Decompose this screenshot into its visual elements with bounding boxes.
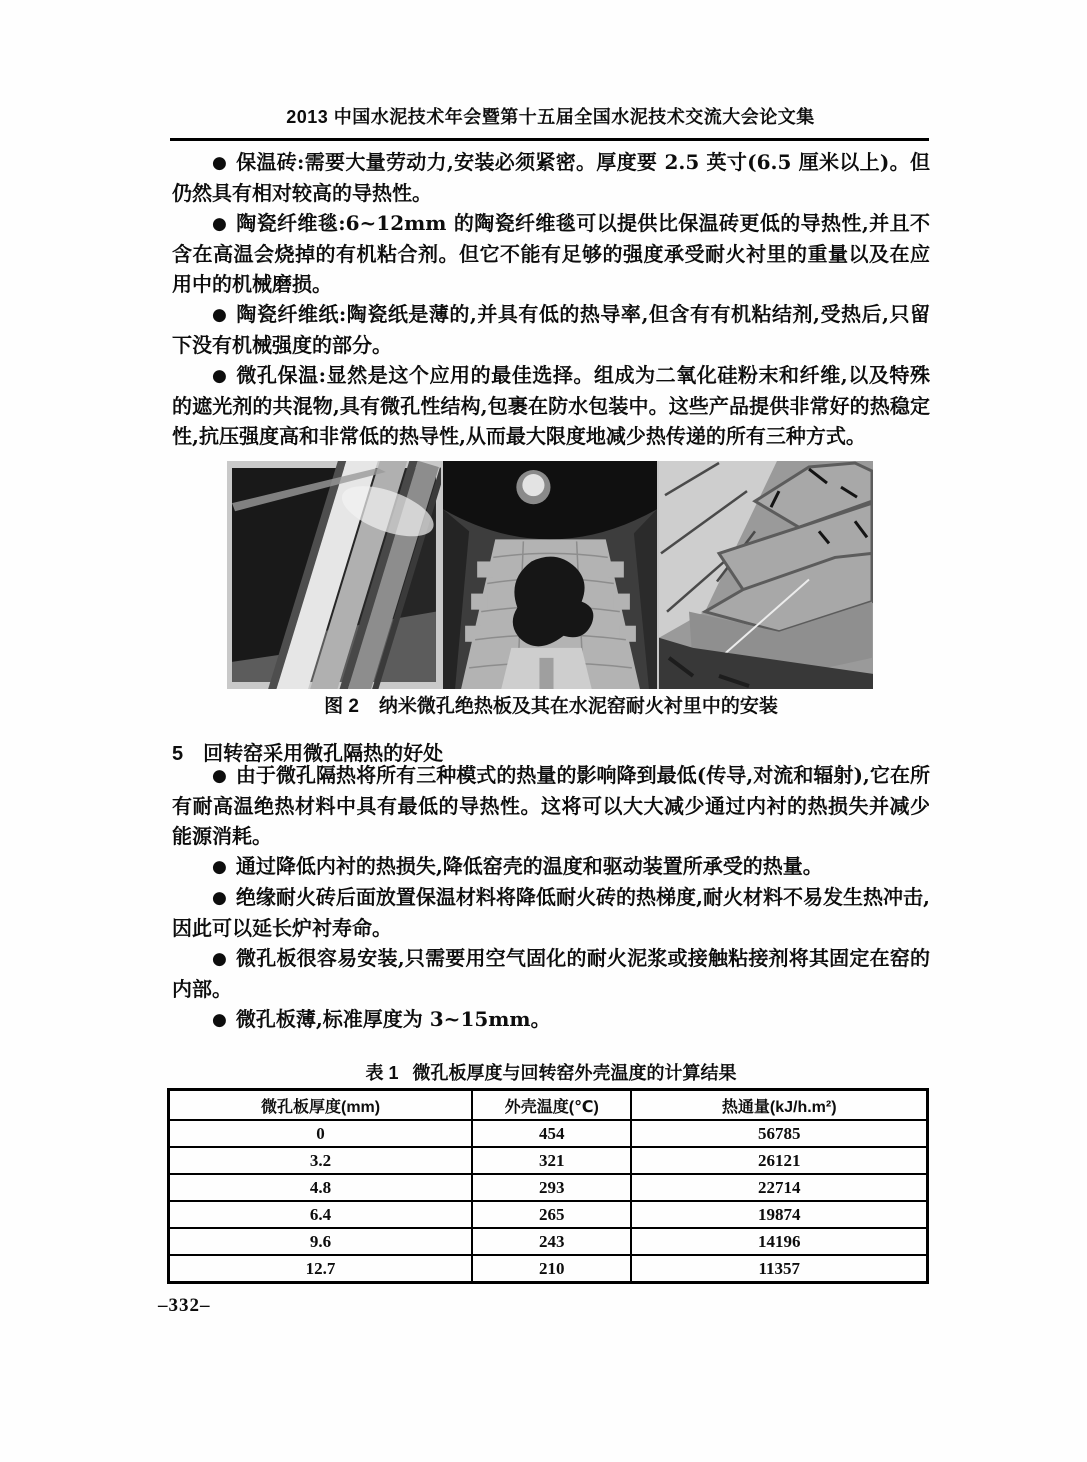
table-title-label: 表 1	[365, 1063, 399, 1083]
header-rule	[170, 138, 929, 141]
cell-thickness: 12.7	[169, 1255, 473, 1283]
table-row	[169, 1228, 928, 1255]
figure-caption	[172, 691, 930, 718]
bullet-icon: ●	[212, 888, 227, 908]
col-header-shell-temperature: 外壳温度(℃)	[472, 1090, 631, 1121]
figure-caption-text: 纳米微孔绝热板及其在水泥窑耐火衬里中的安装	[378, 696, 778, 717]
bullet-paragraph	[172, 882, 930, 943]
photo-kiln-interior-installation	[443, 461, 657, 689]
cell-thickness: 9.6	[169, 1228, 473, 1255]
benefits-bullet-list	[172, 760, 930, 1035]
section-number: 5	[172, 743, 184, 765]
bullet-icon: ●	[212, 366, 228, 386]
bullet-paragraph	[172, 208, 930, 299]
col-header-heat-flux: 热通量(kJ/h.m²)	[631, 1090, 927, 1121]
materials-bullet-list	[172, 147, 930, 451]
cell-thickness: 6.4	[169, 1201, 473, 1228]
bullet-paragraph	[172, 1004, 930, 1035]
cell-heat-flux: 26121	[631, 1147, 927, 1174]
cell-shell-temp: 321	[472, 1147, 631, 1174]
figure-caption-label: 图 2	[324, 696, 359, 717]
bullet-paragraph	[172, 760, 930, 851]
running-header: 2013 中国水泥技术年会暨第十五届全国水泥技术交流大会论文集	[286, 107, 815, 127]
bullet-paragraph	[172, 360, 930, 451]
section-title: 回转窑采用微孔隔热的好处	[203, 743, 444, 765]
bullet-icon: ●	[212, 1010, 227, 1030]
bullet-icon: ●	[212, 153, 228, 173]
bullet-paragraph	[172, 299, 930, 360]
bullet-icon: ●	[212, 857, 227, 877]
table-row	[169, 1255, 928, 1283]
table-row	[169, 1201, 928, 1228]
col-header-board-thickness: 微孔板厚度(mm)	[169, 1090, 473, 1121]
table-title-text: 微孔板厚度与回转窑外壳温度的计算结果	[412, 1063, 737, 1083]
paragraph-text: 保温砖:需要大量劳动力,安装必须紧密。厚度要 2.5 英寸(6.5 厘米以上)。但仍然具有相对较高的导热性。	[172, 150, 930, 205]
table-1	[167, 1088, 929, 1284]
photo-brick-lining-art	[659, 461, 873, 689]
figure-2-photos	[227, 461, 873, 689]
cell-shell-temp: 293	[472, 1174, 631, 1201]
table-header-row	[169, 1090, 928, 1121]
cell-thickness: 0	[169, 1120, 473, 1147]
photo-kiln-brick-lining	[659, 461, 873, 689]
photo-insulation-boards-art	[227, 461, 441, 689]
photo-insulation-boards	[227, 461, 441, 689]
cell-heat-flux: 56785	[631, 1120, 927, 1147]
paragraph-text: 由于微孔隔热将所有三种模式的热量的影响降到最低(传导,对流和辐射),它在所有耐高温绝热材料中具有最低的导热性。这将可以大大减少通过内衬的热损失并减少能源消耗。	[172, 763, 930, 848]
photo-kiln-interior-art	[443, 461, 657, 689]
table-1-title	[172, 1059, 930, 1085]
bullet-icon: ●	[212, 949, 228, 969]
bullet-paragraph	[172, 943, 930, 1004]
cell-shell-temp: 243	[472, 1228, 631, 1255]
bullet-paragraph	[172, 147, 930, 208]
paragraph-text: 陶瓷纤维纸:陶瓷纸是薄的,并具有低的热导率,但含有有机粘结剂,受热后,只留下没有机械强度的部分。	[172, 302, 931, 357]
cell-shell-temp: 454	[472, 1120, 631, 1147]
paragraph-text: 微孔板很容易安装,只需要用空气固化的耐火泥浆或接触粘接剂将其固定在窑的内部。	[172, 946, 930, 1001]
paragraph-text: 微孔板薄,标准厚度为 3~15mm。	[235, 1007, 551, 1031]
cell-heat-flux: 22714	[631, 1174, 927, 1201]
cell-heat-flux: 19874	[631, 1201, 927, 1228]
cell-thickness: 3.2	[169, 1147, 473, 1174]
paragraph-text: 通过降低内衬的热损失,降低窑壳的温度和驱动装置所承受的热量。	[235, 854, 823, 878]
cell-shell-temp: 265	[472, 1201, 631, 1228]
bullet-icon: ●	[212, 305, 228, 325]
paragraph-text: 绝缘耐火砖后面放置保温材料将降低耐火砖的热梯度,耐火材料不易发生热冲击,因此可以延长炉衬寿命。	[172, 885, 930, 940]
table-row	[169, 1120, 928, 1147]
bullet-paragraph	[172, 851, 930, 882]
table-row	[169, 1147, 928, 1174]
bullet-icon: ●	[212, 766, 227, 786]
bullet-icon: ●	[212, 214, 228, 234]
cell-heat-flux: 11357	[631, 1255, 927, 1283]
cell-heat-flux: 14196	[631, 1228, 927, 1255]
cell-thickness: 4.8	[169, 1174, 473, 1201]
table-row	[169, 1174, 928, 1201]
page-number: –332–	[158, 1295, 211, 1316]
cell-shell-temp: 210	[472, 1255, 631, 1283]
paragraph-text: 陶瓷纤维毯:6~12mm 的陶瓷纤维毯可以提供比保温砖更低的导热性,并且不含在高温会烧掉的有机粘合剂。但它不能有足够的强度承受耐火衬里的重量以及在应用中的机械磨损。	[172, 211, 930, 296]
paragraph-text: 微孔保温:显然是这个应用的最佳选择。组成为二氧化硅粉末和纤维,以及特殊的遮光剂的共混物,具有微孔性结构,包裹在防水包装中。这些产品提供非常好的热稳定性,抗压强度高和非常低的热导性,从而最大限度地减少热传递的所有三种方式。	[172, 363, 930, 448]
